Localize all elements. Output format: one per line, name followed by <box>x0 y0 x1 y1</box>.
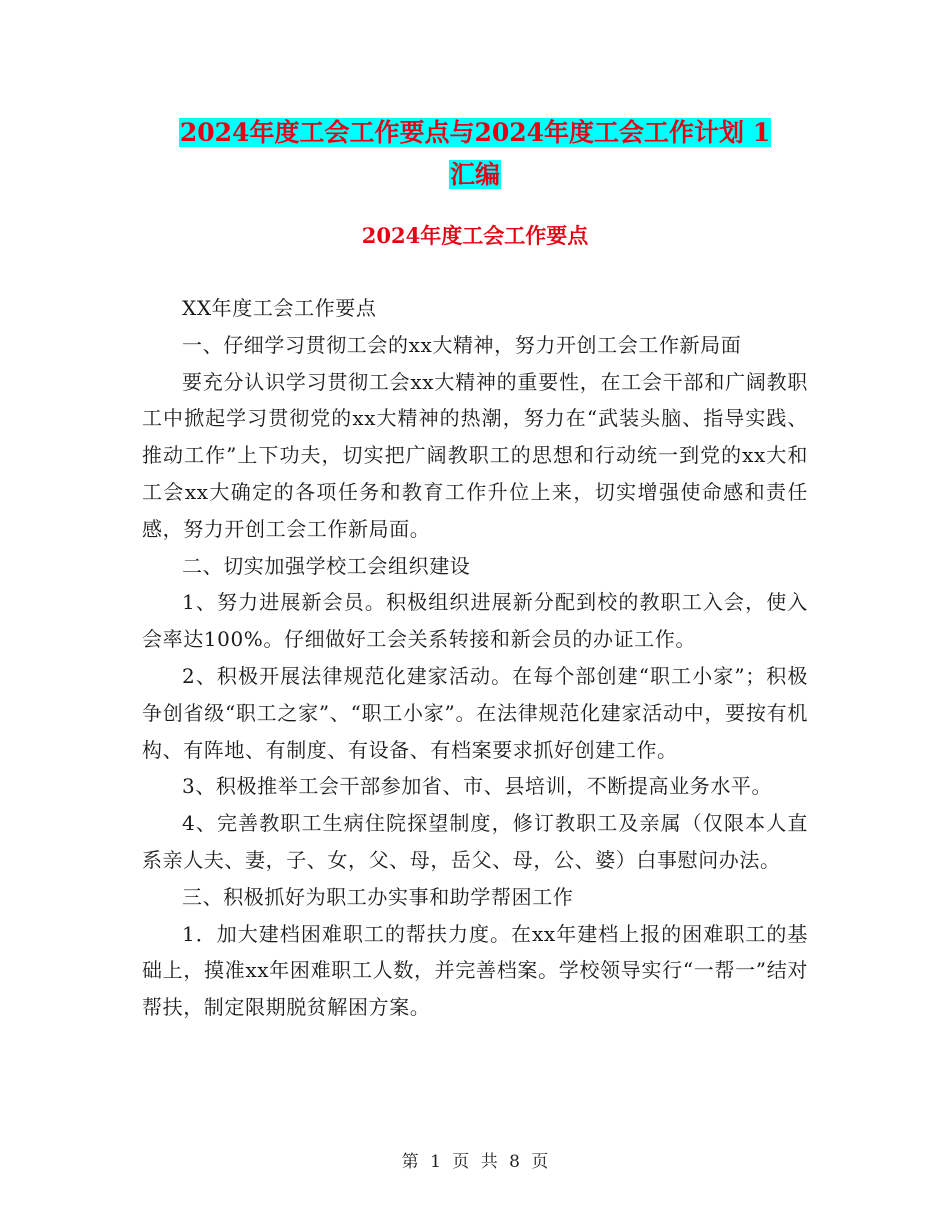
paragraph: 2、积极开展法律规范化建家活动。在每个部创建“职工小家”；积极争创省级“职工之家”、“职工小家”。在法律规范化建家活动中，要按有机构、有阵地、有制度、有设备、有档案要求抓好创建工作。 <box>142 663 808 762</box>
page-footer: 第 1 页 共 8 页 <box>401 1152 549 1172</box>
paragraph: XX年度工会工作要点 <box>182 296 377 320</box>
document-title-line-1: 2024年度工会工作要点与2024年度工会工作计划 1 <box>179 118 771 147</box>
paragraph: 1．加大建档困难职工的帮扶力度。在xx年建档上报的困难职工的基础上，摸准xx年困难职工人数，并完善档案。学校领导实行“一帮一”结对帮扶，制定限期脱贫解困方案。 <box>142 921 808 1020</box>
document-body <box>142 290 808 1026</box>
paragraph: 4、完善教职工生病住院探望制度，修订教职工及亲属（仅限本人直系亲人夫、妻，子、女，父、母，岳父、母，公、婆）白事慰问办法。 <box>142 811 808 872</box>
document-title <box>140 112 810 196</box>
paragraph: 二、切实加强学校工会组织建设 <box>182 553 471 578</box>
paragraph: 一、仔细学习贯彻工会的xx大精神，努力开创工会工作新局面 <box>182 332 742 357</box>
paragraph: 要充分认识学习贯彻工会xx大精神的重要性，在工会干部和广阔教职工中掀起学习贯彻党的xx大精神的热潮，努力在“武装头脑、指导实践、推动工作”上下功夫，切实把广阔教职工的思想和行动统一到党的xx大和工会xx大确定的各项任务和教育工作升位上来，切实增强使命感和责任感，努力开创工会工作新局面。 <box>142 369 808 541</box>
document-title-line-2: 汇编 <box>449 160 500 189</box>
section-heading: 2024年度工会工作要点 <box>361 223 589 248</box>
paragraph: 3、积极推举工会干部参加省、市、县培训，不断提高业务水平。 <box>182 774 773 799</box>
paragraph: 1、努力进展新会员。积极组织进展新分配到校的教职工入会，使入会率达100%。仔细做好工会关系转接和新会员的办证工作。 <box>142 590 808 652</box>
paragraph: 三、积极抓好为职工办实事和助学帮困工作 <box>182 884 574 909</box>
